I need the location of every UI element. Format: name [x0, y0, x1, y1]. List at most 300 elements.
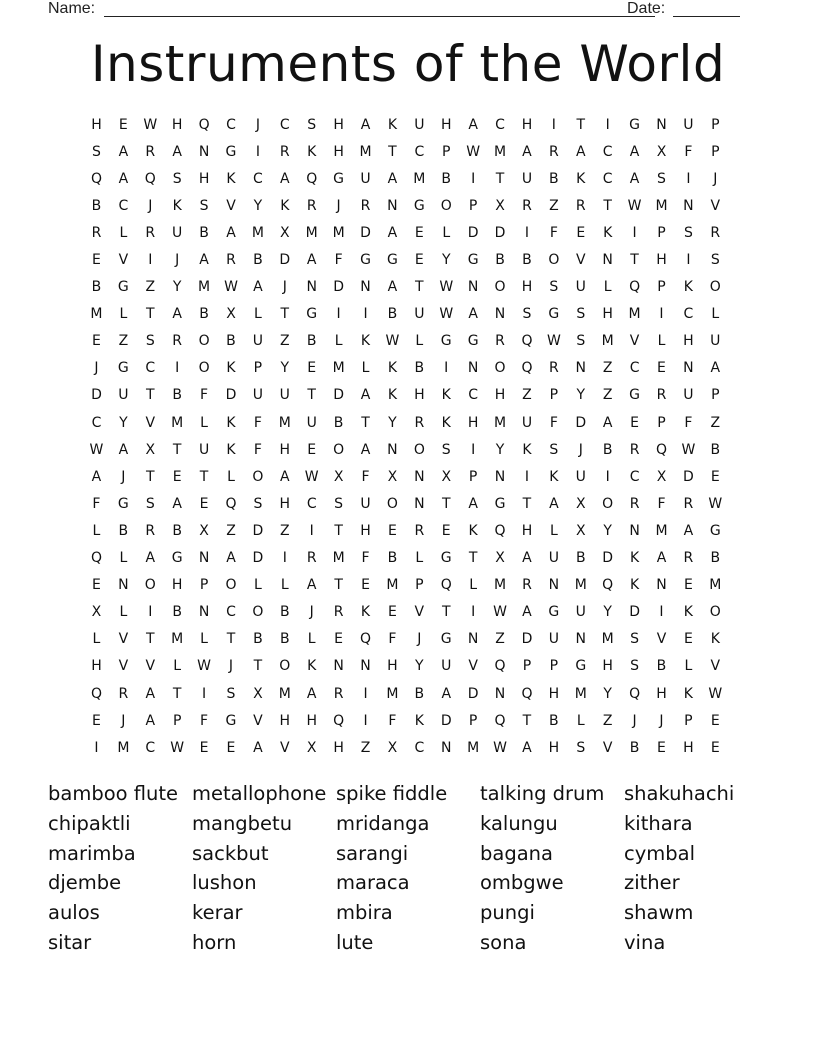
- grid-letter: W: [224, 279, 238, 296]
- word-bank-item: mbira: [336, 901, 393, 925]
- grid-letter: U: [198, 441, 210, 458]
- grid-letter: M: [332, 224, 345, 241]
- grid-letter: U: [575, 604, 586, 621]
- grid-letter: A: [280, 468, 290, 485]
- grid-letter: R: [172, 333, 183, 350]
- grid-letter: F: [388, 712, 397, 729]
- grid-letter: X: [199, 522, 209, 539]
- grid-letter: K: [226, 441, 236, 458]
- grid-letter: V: [226, 197, 236, 214]
- grid-letter: B: [91, 197, 102, 214]
- word-bank-item: lushon: [192, 871, 257, 895]
- grid-letter: I: [471, 441, 476, 458]
- grid-letter: H: [683, 333, 694, 350]
- grid-letter: A: [387, 224, 398, 241]
- grid-letter: S: [576, 306, 586, 323]
- grid-letter: H: [279, 495, 291, 512]
- grid-letter: E: [118, 116, 128, 133]
- grid-letter: S: [549, 279, 559, 296]
- grid-letter: C: [306, 495, 317, 512]
- grid-letter: V: [710, 658, 721, 675]
- grid-letter: H: [467, 414, 479, 431]
- grid-letter: C: [495, 116, 505, 133]
- grid-letter: A: [306, 252, 317, 269]
- grid-letter: A: [575, 143, 586, 160]
- grid-letter: R: [306, 550, 317, 567]
- grid-letter: A: [118, 441, 129, 458]
- grid-letter: P: [711, 143, 720, 160]
- grid-letter: U: [575, 279, 586, 296]
- grid-letter: K: [307, 658, 317, 675]
- grid-letter: V: [145, 414, 156, 431]
- grid-letter: W: [143, 116, 158, 133]
- grid-letter: Q: [144, 170, 156, 187]
- grid-letter: O: [333, 441, 345, 458]
- word-bank-item: spike fiddle: [336, 782, 448, 805]
- grid-letter: K: [522, 441, 532, 458]
- grid-row: [83, 490, 743, 517]
- grid-letter: A: [468, 306, 478, 323]
- grid-letter: J: [713, 170, 718, 187]
- grid-letter: E: [387, 522, 397, 539]
- grid-letter: H: [548, 739, 560, 756]
- grid-letter: R: [629, 441, 640, 458]
- grid-row: [83, 517, 743, 544]
- grid-letter: N: [198, 604, 210, 621]
- grid-letter: O: [144, 577, 156, 594]
- grid-letter: L: [253, 577, 262, 594]
- grid-letter: X: [91, 604, 102, 621]
- grid-letter: H: [198, 170, 210, 187]
- grid-letter: P: [657, 279, 666, 296]
- grid-letter: P: [172, 712, 182, 729]
- grid-row: [83, 463, 743, 490]
- grid-letter: F: [657, 495, 666, 512]
- grid-letter: P: [415, 577, 424, 594]
- grid-letter: V: [118, 252, 129, 269]
- grid-letter: C: [145, 360, 156, 377]
- grid-letter: N: [333, 658, 344, 675]
- grid-letter: E: [710, 739, 720, 756]
- grid-letter: A: [683, 522, 694, 539]
- grid-letter: B: [279, 631, 290, 648]
- grid-row: [83, 138, 743, 165]
- grid-letter: U: [172, 224, 183, 241]
- grid-letter: F: [684, 143, 693, 160]
- grid-letter: W: [439, 306, 454, 323]
- grid-letter: Y: [603, 522, 612, 539]
- grid-letter: H: [602, 658, 613, 675]
- grid-letter: N: [198, 550, 210, 567]
- grid-letter: V: [710, 197, 721, 214]
- grid-letter: H: [656, 252, 667, 269]
- grid-letter: L: [415, 333, 424, 350]
- grid-letter: H: [91, 116, 102, 133]
- grid-letter: S: [576, 333, 586, 350]
- grid-letter: T: [172, 441, 182, 458]
- grid-letter: A: [306, 577, 317, 594]
- grid-letter: L: [603, 279, 612, 296]
- grid-letter: A: [226, 224, 236, 241]
- grid-letter: E: [92, 333, 101, 350]
- grid-letter: C: [629, 468, 640, 485]
- grid-letter: I: [686, 252, 691, 269]
- grid-letter: M: [278, 685, 291, 702]
- grid-letter: Z: [549, 197, 559, 214]
- grid-letter: K: [280, 197, 290, 214]
- grid-letter: Z: [710, 414, 721, 431]
- grid-letter: G: [494, 495, 506, 512]
- grid-letter: A: [441, 685, 452, 702]
- grid-letter: B: [441, 170, 452, 187]
- grid-letter: V: [414, 604, 425, 621]
- grid-letter: J: [336, 197, 341, 214]
- word-bank-item: sarangi: [336, 841, 409, 865]
- grid-letter: O: [198, 333, 210, 350]
- grid-letter: A: [172, 306, 182, 323]
- grid-letter: Z: [118, 333, 129, 350]
- grid-letter: N: [548, 577, 560, 594]
- grid-letter: W: [466, 143, 481, 160]
- grid-letter: D: [467, 685, 479, 702]
- grid-letter: L: [415, 550, 424, 567]
- grid-letter: T: [361, 414, 370, 431]
- grid-letter: U: [414, 116, 425, 133]
- grid-letter: D: [683, 468, 694, 485]
- grid-letter: S: [683, 224, 693, 241]
- grid-letter: K: [226, 170, 236, 187]
- grid-letter: M: [574, 577, 587, 594]
- grid-letter: S: [253, 495, 263, 512]
- grid-letter: P: [442, 143, 451, 160]
- grid-letter: H: [171, 577, 183, 594]
- grid-letter: G: [117, 360, 129, 377]
- grid-row: [83, 382, 743, 409]
- grid-row: [83, 572, 743, 599]
- grid-letter: N: [656, 116, 667, 133]
- grid-letter: I: [255, 143, 260, 160]
- name-label: Name:: [48, 0, 96, 17]
- grid-letter: O: [279, 658, 291, 675]
- grid-letter: U: [306, 414, 317, 431]
- grid-letter: N: [360, 279, 371, 296]
- grid-letter: K: [441, 387, 451, 404]
- grid-letter: J: [121, 712, 126, 729]
- grid-letter: C: [629, 360, 640, 377]
- grid-letter: A: [360, 387, 371, 404]
- grid-letter: J: [282, 279, 287, 296]
- grid-letter: R: [629, 495, 640, 512]
- grid-letter: Q: [225, 495, 237, 512]
- grid-row: [83, 246, 743, 273]
- grid-letter: G: [117, 279, 129, 296]
- grid-letter: H: [279, 712, 291, 729]
- grid-letter: A: [199, 252, 209, 269]
- grid-letter: Q: [521, 360, 533, 377]
- grid-letter: H: [91, 658, 102, 675]
- grid-letter: W: [197, 658, 211, 675]
- grid-letter: L: [92, 522, 101, 539]
- grid-letter: O: [225, 577, 237, 594]
- grid-letter: A: [253, 279, 263, 296]
- grid-letter: Q: [90, 685, 102, 702]
- grid-letter: U: [279, 387, 290, 404]
- grid-letter: J: [148, 197, 153, 214]
- grid-letter: G: [386, 252, 398, 269]
- grid-letter: R: [548, 143, 559, 160]
- grid-letter: R: [118, 685, 129, 702]
- grid-letter: E: [199, 739, 209, 756]
- grid-letter: R: [522, 197, 532, 214]
- grid-letter: A: [145, 685, 156, 702]
- word-bank-item: cymbal: [624, 841, 696, 865]
- grid-letter: F: [200, 387, 209, 404]
- grid-letter: Y: [415, 658, 424, 675]
- grid-letter: J: [121, 468, 126, 485]
- grid-letter: W: [304, 468, 319, 485]
- grid-letter: A: [360, 116, 371, 133]
- grid-letter: D: [225, 387, 237, 404]
- grid-letter: V: [118, 658, 129, 675]
- grid-letter: K: [468, 522, 478, 539]
- name-blank-line: [104, 16, 655, 17]
- grid-letter: M: [386, 685, 399, 702]
- grid-letter: T: [145, 306, 155, 323]
- grid-letter: Z: [280, 333, 290, 350]
- grid-letter: A: [468, 116, 478, 133]
- word-bank-item: marimba: [48, 841, 136, 865]
- grid-letter: C: [414, 143, 425, 160]
- word-bank-item: bagana: [480, 841, 553, 865]
- grid-letter: I: [524, 224, 530, 241]
- grid-letter: R: [306, 197, 317, 214]
- grid-letter: C: [145, 739, 156, 756]
- grid-letter: G: [440, 333, 452, 350]
- grid-letter: D: [494, 224, 506, 241]
- grid-letter: J: [632, 712, 637, 729]
- grid-letter: D: [521, 631, 533, 648]
- grid-letter: G: [360, 252, 371, 269]
- grid-letter: W: [681, 441, 696, 458]
- grid-letter: D: [629, 604, 640, 621]
- grid-letter: S: [630, 631, 640, 648]
- grid-letter: K: [576, 170, 586, 187]
- grid-letter: R: [575, 197, 586, 214]
- grid-letter: H: [521, 279, 533, 296]
- grid-letter: S: [334, 495, 344, 512]
- grid-letter: K: [683, 604, 693, 621]
- page-title: Instruments of the World: [90, 35, 726, 93]
- grid-letter: T: [145, 387, 155, 404]
- grid-letter: E: [92, 577, 101, 594]
- grid-letter: R: [360, 197, 371, 214]
- grid-letter: X: [226, 306, 236, 323]
- grid-letter: R: [522, 577, 532, 594]
- grid-letter: B: [279, 604, 290, 621]
- grid-letter: Q: [521, 685, 533, 702]
- grid-letter: Y: [495, 441, 505, 458]
- grid-letter: B: [549, 170, 559, 187]
- grid-letter: Z: [602, 387, 613, 404]
- grid-letter: G: [548, 306, 560, 323]
- grid-letter: J: [309, 604, 314, 621]
- grid-letter: A: [522, 739, 532, 756]
- grid-letter: A: [387, 170, 398, 187]
- grid-letter: K: [387, 360, 398, 377]
- grid-letter: E: [334, 631, 344, 648]
- grid-letter: T: [441, 604, 451, 621]
- grid-letter: D: [333, 279, 344, 296]
- grid-letter: B: [172, 522, 182, 539]
- grid-letter: O: [709, 279, 721, 296]
- grid-letter: R: [495, 333, 505, 350]
- grid-letter: U: [683, 116, 694, 133]
- grid-letter: H: [494, 387, 506, 404]
- grid-letter: E: [199, 495, 209, 512]
- grid-letter: P: [657, 414, 666, 431]
- word-bank-item: shawm: [624, 901, 694, 925]
- grid-letter: N: [494, 468, 506, 485]
- grid-letter: A: [387, 279, 398, 296]
- grid-letter: U: [441, 658, 452, 675]
- grid-letter: I: [524, 468, 530, 485]
- grid-letter: I: [471, 604, 476, 621]
- grid-letter: Y: [172, 279, 182, 296]
- grid-letter: I: [363, 685, 368, 702]
- grid-letter: M: [386, 577, 399, 594]
- grid-letter: Q: [360, 631, 372, 648]
- grid-letter: E: [92, 712, 101, 729]
- grid-letter: N: [360, 658, 371, 675]
- grid-letter: D: [467, 224, 479, 241]
- grid-letter: N: [467, 360, 479, 377]
- word-bank-item: shakuhachi: [624, 782, 735, 805]
- grid-letter: O: [494, 360, 506, 377]
- grid-letter: R: [145, 224, 156, 241]
- grid-letter: S: [199, 197, 209, 214]
- grid-letter: N: [467, 279, 479, 296]
- grid-letter: A: [629, 143, 640, 160]
- grid-row: [83, 328, 743, 355]
- grid-letter: U: [252, 333, 264, 350]
- grid-letter: L: [173, 658, 182, 675]
- grid-letter: W: [385, 333, 400, 350]
- grid-letter: X: [656, 468, 667, 485]
- grid-letter: L: [119, 306, 128, 323]
- grid-letter: K: [360, 604, 371, 621]
- word-bank-item: kithara: [624, 811, 693, 835]
- grid-letter: E: [307, 441, 317, 458]
- grid-letter: J: [417, 631, 422, 648]
- grid-letter: F: [200, 712, 209, 729]
- grid-letter: N: [575, 360, 586, 377]
- grid-letter: P: [549, 658, 559, 675]
- grid-letter: Q: [90, 170, 102, 187]
- grid-letter: L: [119, 550, 128, 567]
- grid-letter: Q: [494, 712, 506, 729]
- grid-letter: F: [361, 550, 370, 567]
- grid-letter: Z: [602, 360, 613, 377]
- grid-letter: K: [603, 224, 613, 241]
- grid-letter: M: [359, 143, 372, 160]
- grid-letter: U: [575, 468, 586, 485]
- grid-letter: A: [710, 360, 721, 377]
- grid-letter: F: [334, 252, 343, 269]
- grid-letter: W: [493, 739, 507, 756]
- grid-letter: I: [551, 116, 556, 133]
- word-bank-item: metallophone: [192, 782, 327, 805]
- grid-letter: N: [602, 252, 613, 269]
- grid-letter: T: [603, 197, 612, 214]
- grid-letter: R: [145, 143, 156, 160]
- grid-letter: W: [627, 197, 642, 214]
- grid-letter: E: [387, 604, 397, 621]
- grid-letter: D: [279, 252, 291, 269]
- grid-letter: T: [145, 631, 155, 648]
- grid-letter: B: [414, 685, 425, 702]
- grid-letter: Z: [226, 522, 236, 539]
- grid-letter: W: [493, 604, 507, 621]
- grid-letter: I: [686, 170, 691, 187]
- grid-letter: B: [387, 550, 398, 567]
- grid-letter: G: [413, 197, 425, 214]
- grid-letter: J: [94, 360, 99, 377]
- grid-letter: Y: [603, 685, 612, 702]
- grid-letter: L: [227, 468, 235, 485]
- grid-letter: D: [91, 387, 102, 404]
- grid-letter: Y: [441, 252, 451, 269]
- grid-letter: E: [172, 468, 182, 485]
- grid-letter: N: [306, 279, 317, 296]
- grid-letter: H: [387, 658, 398, 675]
- grid-letter: B: [253, 631, 263, 648]
- grid-letter: P: [468, 197, 478, 214]
- grid-letter: H: [333, 116, 344, 133]
- grid-letter: F: [549, 224, 558, 241]
- grid-row: [83, 274, 743, 301]
- grid-row: [83, 653, 743, 680]
- grid-letter: N: [387, 441, 398, 458]
- grid-letter: F: [684, 414, 693, 431]
- grid-letter: I: [363, 712, 368, 729]
- grid-letter: P: [468, 712, 478, 729]
- grid-letter: A: [226, 550, 236, 567]
- grid-letter: I: [175, 360, 180, 377]
- grid-letter: F: [549, 414, 558, 431]
- grid-letter: I: [148, 604, 153, 621]
- grid-letter: L: [469, 577, 478, 594]
- grid-letter: U: [521, 414, 533, 431]
- grid-letter: L: [334, 333, 343, 350]
- grid-letter: I: [659, 604, 664, 621]
- word-bank-item: mridanga: [336, 811, 430, 835]
- grid-letter: A: [468, 495, 478, 512]
- grid-letter: P: [549, 387, 559, 404]
- grid-letter: T: [199, 468, 209, 485]
- grid-letter: V: [145, 658, 156, 675]
- grid-letter: Q: [90, 550, 102, 567]
- word-bank-item: lute: [336, 930, 374, 954]
- grid-letter: B: [602, 441, 613, 458]
- grid-letter: K: [226, 414, 236, 431]
- grid-letter: S: [441, 441, 451, 458]
- grid-letter: M: [574, 685, 587, 702]
- grid-letter: T: [495, 170, 505, 187]
- grid-letter: M: [332, 360, 345, 377]
- grid-letter: R: [710, 224, 721, 241]
- grid-letter: P: [199, 577, 209, 594]
- grid-letter: X: [333, 468, 344, 485]
